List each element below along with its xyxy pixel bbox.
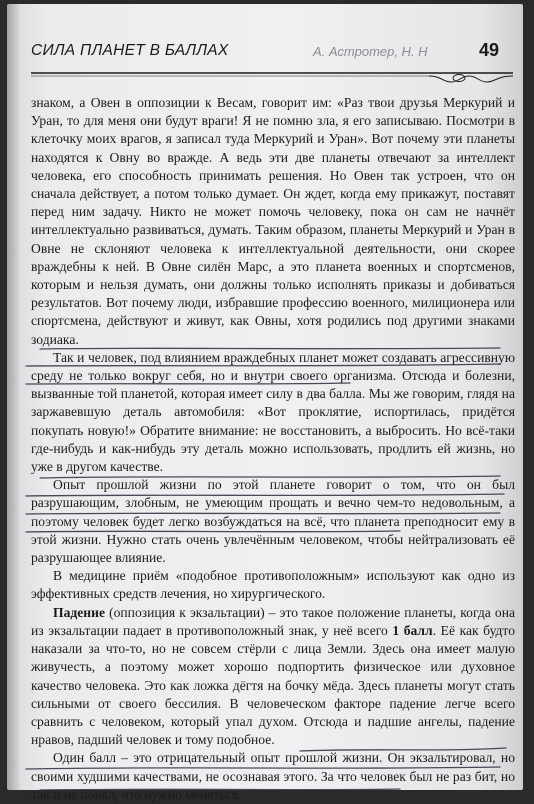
book-page (7, 4, 523, 802)
header-ornament-rule (31, 68, 513, 84)
term-fall: Падение (53, 604, 105, 620)
paragraph-text: (оппозиция к экзальтации) – это такое положение планеты, когда она из экзальтации падает в противоположный знак, у неё всего (31, 604, 515, 638)
section-title: СИЛА ПЛАНЕТ В БАЛЛАХ (31, 42, 229, 59)
paragraph: Опыт прошлой жизни по этой планете говорит о том, что он был разрушающим, злобным, не умеющим прощать и вечно чем-то недовольным, а поэтому человек будет легко возбуждаться на всё, что планета преподносит ему в этой жизни. Нужно стать очень увлечённым человеком, чтобы нейтрализовать её разрушающее влияние. (31, 477, 515, 566)
score-one-point: 1 балл (392, 622, 433, 638)
paragraph: знаком, а Овен в оппозиции к Весам, говорит им: «Раз твои друзья Меркурий и Уран, то для меня они будут враги! Я не помню зла, я его записываю. Посмотри в клеточку моих врагов, я записал туда Меркурий и Уран». Вот почему эти планеты находятся к Овну во вражде. А ведь эти две планеты отвечают за интеллект человека, его способность принимать решения. Но Овен так устроен, что он сначала действует, а потом только думает. Он ждет, когда ему прикажут, поставят перед ним задачу. Никто не может помочь человеку, пока он сам не начнёт интеллектуально развиваться, думать. Таким образом, планеты Меркурий и Уран в Овне не склоняют человека к интеллектуальной деятельности, они скорее враждебны к ней. В Овне силён Марс, а это планета военных и спортсменов, которым и нельзя думать, они должны только исполнять приказы и добиваться результатов. Вот почему люди, избравшие профессию военного, милиционера или спортсмена, действуют и живут, как Овны, хотя родились под другими знаками зодиака. (31, 95, 515, 347)
paragraph-fall (31, 604, 515, 750)
running-header (31, 34, 509, 74)
page-body (31, 94, 515, 804)
author-ghost-text: А. Астротер, Н. Н (313, 44, 428, 59)
paragraph-text: . Её как будто наказали за что-то, но не совсем стёрли с лица Земли. Здесь она имеет малую живучесть, а поэтому может хорошо подпортить физическое или духовное качество человека. Это как ложка дёгтя на бочку мёда. Здесь планеты могут стать сильными от своего бессилия. В человеческом факторе падение легче всего сравнить с человеком, который упал духом. Отсюда и падшие ангелы, падение нравов, падший человек и тому подобное. (31, 622, 515, 748)
paragraph: Один балл – это отрицательный опыт прошлой жизни. Он экзальтировал, но своими худшими качествами, не осознавая этого. За что человек был не раз бит, но так и не понял, что нужно меняться. (31, 750, 515, 802)
paragraph: В медицине приём «подобное противоположным» используют как одно из эффективных средств лечения, но хирургического. (31, 568, 515, 602)
page-number: 49 (478, 40, 499, 60)
paragraph: Так и человек, под влиянием враждебных планет может создавать агрессивную среду не только вокруг себя, но и внутри своего организма. Отсюда и болезни, вызванные той планетой, которая имеет силу в два балла. Мы же говорим, глядя на заржавевшую деталь автомобиля: «Вот проклятие, испортилась, придётся покупать новую!» Обратите внимание: не восстановить, а выбросить. Но всё-таки где-нибудь и как-нибудь эту деталь можно использовать, продлить ей жизнь, но уже в другом качестве. (31, 349, 515, 475)
